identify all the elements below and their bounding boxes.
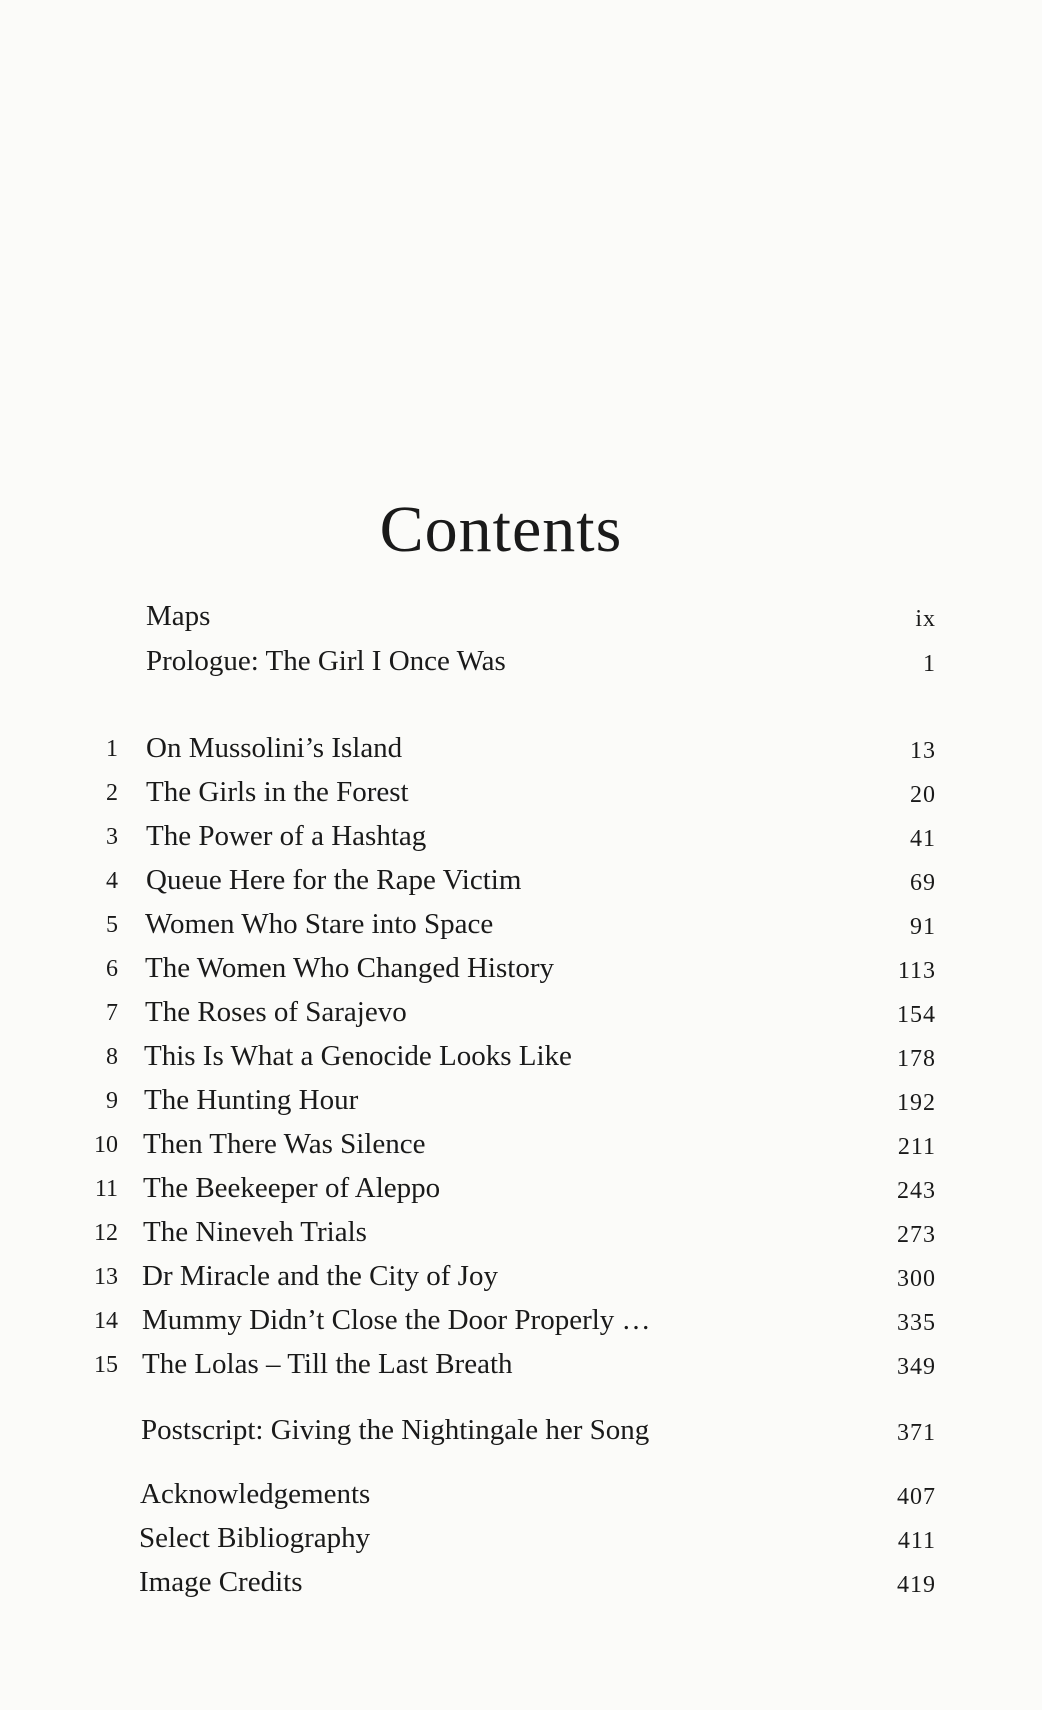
chapter-title: The Beekeeper of Aleppo: [143, 1172, 441, 1204]
chapter-page: 211: [897, 1134, 936, 1160]
chapter-number: 10: [94, 1132, 118, 1158]
toc-entry-prologue: [0, 645, 1042, 689]
chapter-title: The Hunting Hour: [144, 1084, 359, 1116]
toc-entry-title: Select Bibliography: [139, 1522, 371, 1554]
toc-chapter-2: [0, 776, 1042, 820]
chapter-title: Then There Was Silence: [143, 1128, 426, 1160]
chapter-page: 243: [897, 1178, 936, 1204]
toc-entry-image-credits: [0, 1566, 1042, 1610]
chapter-title: The Women Who Changed History: [145, 952, 554, 984]
chapter-number: 12: [94, 1220, 118, 1246]
chapter-page: 300: [897, 1266, 936, 1292]
toc-entry-title: Acknowledgements: [140, 1478, 371, 1510]
chapter-page: 154: [897, 1002, 936, 1028]
toc-entry-page: 1: [923, 651, 936, 677]
toc-entry-page: 371: [897, 1420, 936, 1446]
toc-chapter-7: [0, 996, 1042, 1040]
toc-chapter-3: [0, 820, 1042, 864]
chapter-page: 178: [897, 1046, 936, 1072]
chapter-number: 9: [106, 1088, 118, 1114]
chapter-number: 3: [106, 824, 118, 850]
toc-chapter-8: [0, 1040, 1042, 1084]
toc-entry-maps: [0, 600, 1042, 644]
chapter-number: 14: [94, 1308, 118, 1334]
toc-entry-title: Prologue: The Girl I Once Was: [146, 645, 506, 677]
toc-entry-page: 407: [897, 1484, 936, 1510]
chapter-number: 11: [94, 1176, 118, 1202]
toc-entry-page: 411: [897, 1528, 936, 1554]
toc-chapter-6: [0, 952, 1042, 996]
chapter-number: 13: [94, 1264, 118, 1290]
toc-entry-title: Maps: [146, 600, 211, 632]
toc-chapter-9: [0, 1084, 1042, 1128]
toc-chapter-12: [0, 1216, 1042, 1260]
toc-entry-page: 419: [897, 1572, 936, 1598]
chapter-title: On Mussolini’s Island: [146, 732, 403, 764]
chapter-number: 2: [106, 780, 118, 806]
toc-chapter-1: [0, 732, 1042, 776]
toc-chapter-5: [0, 908, 1042, 952]
chapter-number: 4: [106, 868, 118, 894]
chapter-title: Mummy Didn’t Close the Door Properly …: [142, 1304, 651, 1336]
chapter-title: The Lolas – Till the Last Breath: [142, 1348, 513, 1380]
chapter-page: 69: [910, 870, 936, 896]
chapter-page: 349: [897, 1354, 936, 1380]
toc-entry-postscript: [0, 1414, 1042, 1458]
toc-chapter-10: [0, 1128, 1042, 1172]
chapter-number: 7: [106, 1000, 118, 1026]
chapter-title: The Girls in the Forest: [146, 776, 409, 808]
chapter-number: 6: [106, 956, 118, 982]
toc-chapter-4: [0, 864, 1042, 908]
toc-chapter-11: [0, 1172, 1042, 1216]
chapter-number: 5: [106, 912, 118, 938]
toc-chapter-14: [0, 1304, 1042, 1348]
toc-entry-title: Postscript: Giving the Nightingale her Song: [141, 1414, 650, 1446]
toc-entry-page: ix: [915, 606, 936, 632]
chapter-title: Women Who Stare into Space: [145, 908, 494, 940]
chapter-page: 192: [897, 1090, 936, 1116]
chapter-page: 13: [910, 738, 936, 764]
toc-entry-bibliography: [0, 1522, 1042, 1566]
chapter-number: 1: [106, 736, 118, 762]
chapter-page: 91: [910, 914, 936, 940]
chapter-title: The Nineveh Trials: [143, 1216, 367, 1248]
chapter-number: 8: [106, 1044, 118, 1070]
chapter-page: 113: [897, 958, 936, 984]
chapter-title: Queue Here for the Rape Victim: [146, 864, 522, 896]
chapter-title: Dr Miracle and the City of Joy: [142, 1260, 498, 1292]
chapter-page: 20: [910, 782, 936, 808]
chapter-title: This Is What a Genocide Looks Like: [144, 1040, 572, 1072]
chapter-title: The Power of a Hashtag: [146, 820, 427, 852]
chapter-page: 335: [897, 1310, 936, 1336]
toc-chapter-15: [0, 1348, 1042, 1392]
chapter-page: 273: [897, 1222, 936, 1248]
page-title: Contents: [379, 493, 623, 567]
chapter-title: The Roses of Sarajevo: [145, 996, 407, 1028]
chapter-page: 41: [910, 826, 936, 852]
toc-chapter-13: [0, 1260, 1042, 1304]
toc-entry-acknowledgements: [0, 1478, 1042, 1522]
chapter-number: 15: [94, 1352, 118, 1378]
toc-entry-title: Image Credits: [139, 1566, 303, 1598]
